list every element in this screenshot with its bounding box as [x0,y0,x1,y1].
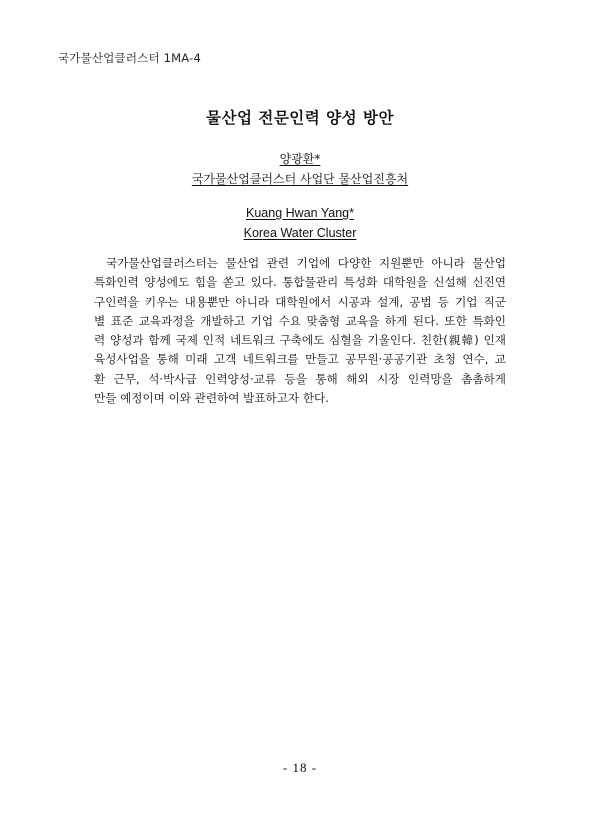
author-korean-text: 양광환* [279,152,321,166]
abstract-line: 환 근무, 석·박사급 인력양성·교류 등을 통해 해외 시장 인력망을 촘촘하게 [94,371,506,386]
author-english-text: Kuang Hwan Yang* [246,206,354,220]
abstract-line: 국가물산업클러스터는 물산업 관련 기업에 다양한 지원뿐만 아니라 물산업 [106,256,506,270]
abstract-body [94,254,506,408]
affiliation-english-text: Korea Water Cluster [243,226,357,240]
page-number: - 18 - [282,760,318,775]
abstract-line: 특화인력 양성에도 힘을 쏟고 있다. 통합물관리 특성화 대학원을 신설해 신진연 [94,275,506,290]
affiliation-korean-text: 국가물산업클러스터 사업단 물산업진흥처 [191,172,409,186]
running-header: 국가물산업클러스터 1MA-4 [58,51,201,65]
paper-title: 물산업 전문인력 양성 방안 [206,109,394,127]
abstract-line: 력 양성과 함께 국제 인적 네트워크 구축에도 심혈을 기울인다. 친한(親韓) 인재 [94,333,506,348]
affiliation-english [0,226,600,240]
affiliation-korean [0,170,600,187]
abstract-line: 만들 예정이며 이와 관련하여 발표하고자 한다. [94,391,329,406]
abstract-line: 육성사업을 통해 미래 고객 네트워크를 만들고 공무원·공공기관 초청 연수, 교 [94,352,506,367]
author-english [0,206,600,220]
abstract-line: 구인력을 키우는 내용뿐만 아니라 대학원에서 시공과 설계, 공법 등 기업 직군 [94,294,506,309]
author-korean [0,150,600,167]
abstract-line: 별 표준 교육과정을 개발하고 기업 수요 맞춤형 교육을 하게 된다. 또한 특화인 [94,313,506,328]
